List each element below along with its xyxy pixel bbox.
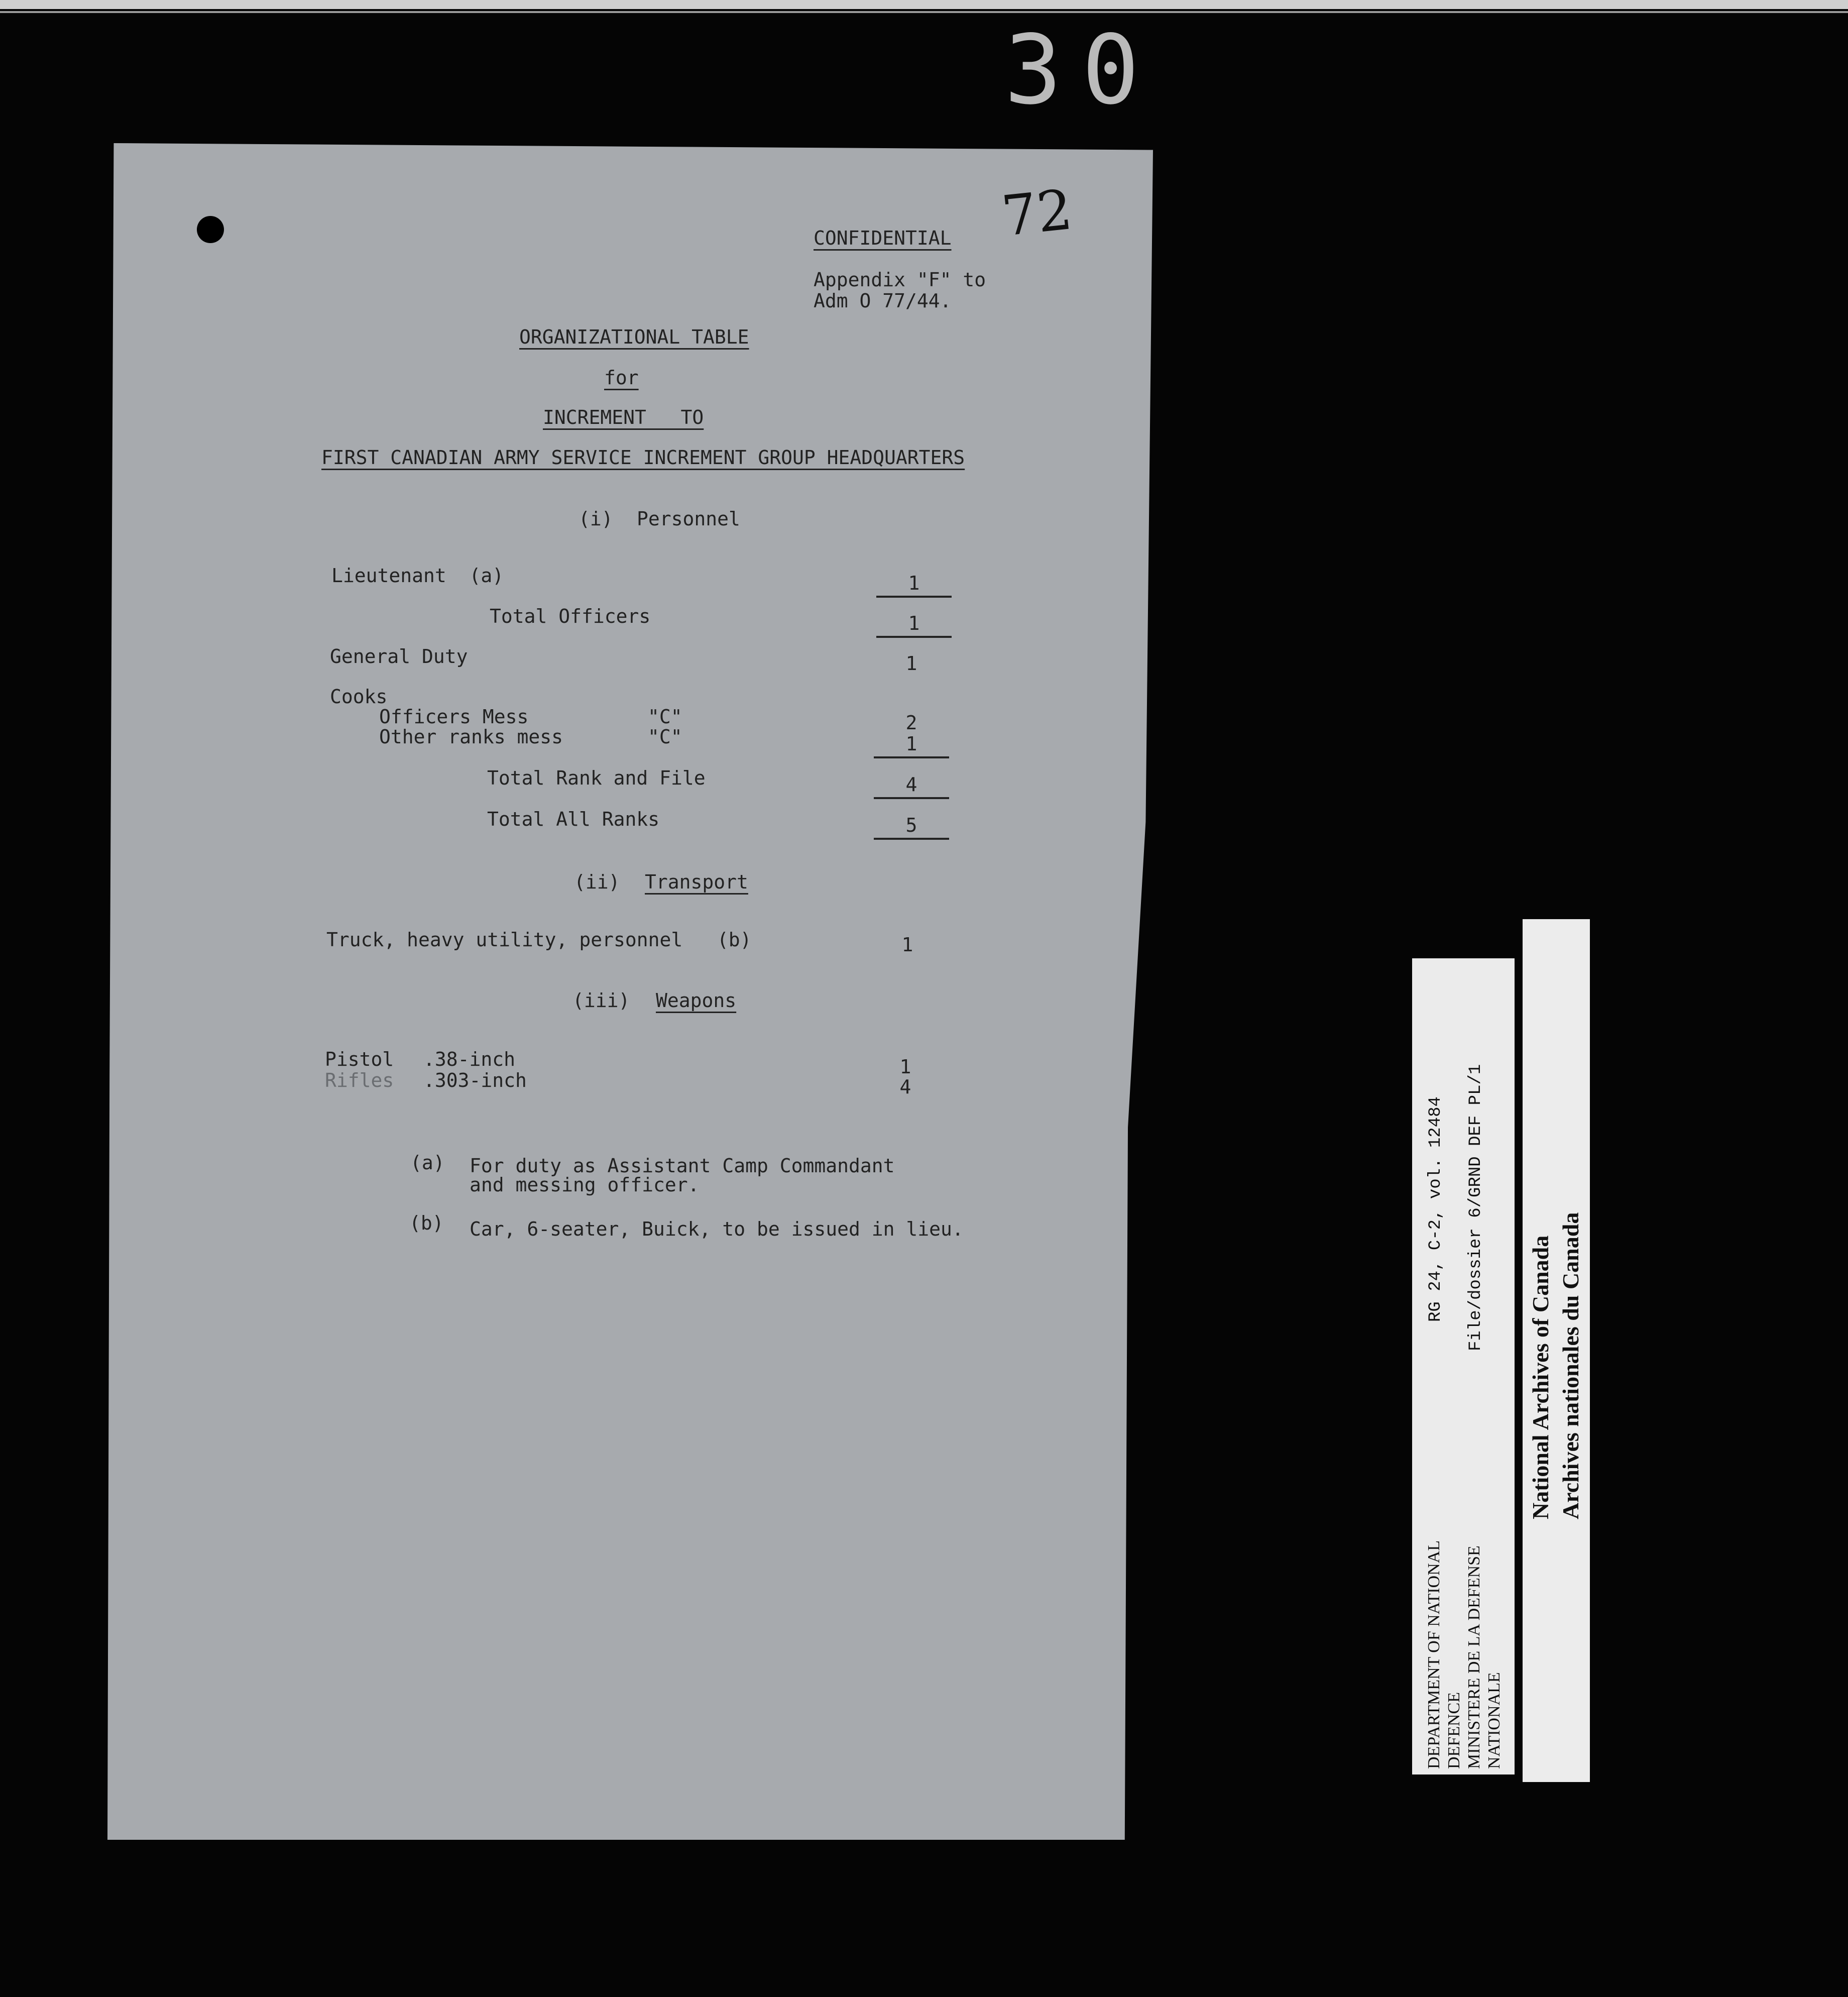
appendix-line-1: Appendix "F" to (814, 269, 986, 291)
truck-label: Truck, heavy utility, personnel (b) (326, 929, 752, 951)
note-b-marker: (b) (409, 1212, 444, 1234)
punch-hole (197, 216, 224, 243)
pistol-count: 1 (899, 1056, 911, 1078)
title-unit: FIRST CANADIAN ARMY SERVICE INCREMENT GROUP HEADQUARTERS (321, 447, 965, 469)
lieutenant-count: 1 (876, 574, 952, 598)
title-increment: INCREMENT TO (543, 406, 704, 428)
personnel-heading: Personnel (637, 508, 740, 530)
pistol-label: Pistol (325, 1048, 394, 1070)
officers-mess-count: 2 (905, 712, 917, 734)
cooks-label: Cooks (330, 686, 388, 708)
rifles-label: Rifles (325, 1069, 394, 1091)
other-ranks-mess-label: Other ranks mess (379, 726, 563, 748)
rifles-spec: .303-inch (423, 1069, 527, 1091)
document-title: ORGANIZATIONAL TABLE (519, 326, 749, 348)
total-all-ranks-label: Total All Ranks (487, 808, 660, 830)
note-a-line-1: For duty as Assistant Camp Commandant (470, 1155, 895, 1177)
total-rank-file-label: Total Rank and File (487, 767, 706, 789)
other-ranks-mess-grade: "C" (648, 726, 682, 748)
note-a-line-2: and messing officer. (470, 1174, 700, 1196)
weapons-heading-number: (iii) (572, 989, 630, 1012)
record-group-reference: RG 24, C-2, vol. 12484 (1426, 1096, 1445, 1322)
transport-heading-number: (ii) (574, 871, 620, 893)
appendix-line-2: Adm O 77/44. (814, 290, 952, 312)
general-duty-count: 1 (905, 652, 917, 675)
weapons-heading: Weapons (656, 989, 737, 1012)
officers-mess-label: Officers Mess (379, 706, 529, 728)
department-name (1424, 1540, 1505, 1769)
other-ranks-mess-count: 1 (874, 734, 949, 758)
frame-number: 30 (1004, 15, 1160, 126)
file-reference: File/dossier 6/GRND DEF PL/1 (1466, 1064, 1485, 1351)
note-a-marker: (a) (410, 1152, 445, 1174)
classification-label: CONFIDENTIAL (814, 227, 952, 249)
transport-heading: Transport (645, 871, 748, 893)
department-line-4: NATIONALE (1485, 1672, 1504, 1769)
film-top-edge (0, 0, 1848, 9)
film-top-edge-line (0, 11, 1848, 13)
handwritten-page-number: 72 (998, 177, 1076, 249)
general-duty-label: General Duty (330, 645, 468, 668)
department-line-1: DEPARTMENT OF NATIONAL (1425, 1540, 1443, 1769)
lieutenant-label: Lieutenant (a) (331, 565, 504, 587)
archives-name (1526, 1212, 1586, 1519)
total-officers-count: 1 (876, 614, 952, 638)
truck-count: 1 (901, 934, 913, 956)
archives-name-fr: Archives nationales du Canada (1558, 1212, 1583, 1519)
total-officers-label: Total Officers (490, 605, 651, 627)
department-line-2: DEFENCE (1445, 1692, 1463, 1769)
document-sheet (107, 143, 1153, 1840)
total-rank-file-count: 4 (874, 775, 949, 799)
pistol-spec: .38-inch (423, 1048, 516, 1070)
title-for: for (604, 367, 639, 389)
note-b-text: Car, 6-seater, Buick, to be issued in lieu. (470, 1218, 964, 1240)
total-all-ranks-count: 5 (874, 816, 949, 840)
department-line-3: MINISTERE DE LA DEFENSE (1465, 1545, 1483, 1769)
officers-mess-grade: "C" (648, 706, 682, 728)
personnel-heading-number: (i) (579, 508, 613, 530)
rifles-count: 4 (899, 1076, 911, 1098)
archives-name-en: National Archives of Canada (1528, 1235, 1553, 1519)
